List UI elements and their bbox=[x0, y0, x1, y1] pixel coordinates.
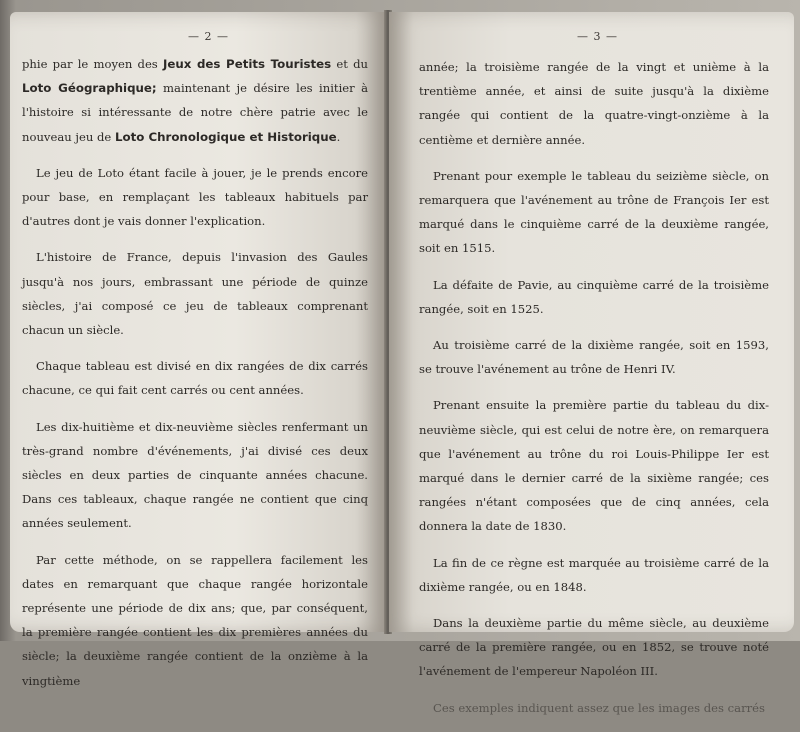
bold-title-loto-geographique: Loto Géographique; bbox=[22, 81, 157, 96]
paragraph: Les dix-huitième et dix-neuvième siècles renfermant un très-grand nombre d'événements, j'ai divisé ces deux siècles en deux parties de cinquante années chacune. Dans ces tableaux, chaque rangée ne contient que cinq années seulement. bbox=[22, 419, 368, 531]
text-run: maintenant je désire les initier à l'histoire si intéressante de notre chère patrie avec le nouveau jeu de bbox=[22, 81, 368, 144]
paragraph: Par cette méthode, on se rappellera facilement les dates en remarquant que chaque rangée horizontale représente une période de dix ans; que, par conséquent, la première rangée contient les dix premières années du siècle; la deuxième rangée contient de la onzième à la vingtième bbox=[22, 552, 368, 688]
paragraph: Dans la deuxième partie du même siècle, au deuxième carré de la première rangée, ou en 1852, se trouve noté l'avénement de l'empereur Napoléon III. bbox=[419, 616, 769, 679]
paragraph: Chaque tableau est divisé en dix rangées de dix carrés chacune, ce qui fait cent carrés ou cent années. bbox=[22, 359, 368, 398]
paragraph: Prenant pour exemple le tableau du seizième siècle, on remarquera que l'avénement au trône de François Ier est marqué dans le cinquième carré de la deuxième rangée, soit en 1515. bbox=[419, 168, 769, 256]
bold-title-loto-chronologique: Loto Chronologique et Historique bbox=[114, 129, 337, 144]
right-page bbox=[389, 12, 794, 715]
bold-title-petits-touristes: Jeux des Petits Touristes bbox=[162, 57, 332, 71]
paragraph: La défaite de Pavie, au cinquième carré de la troisième rangée, soit en 1525. bbox=[419, 277, 769, 316]
paragraph: année; la troisième rangée de la vingt et unième à la trentième année, et ainsi de suite jusqu'à la dixième rangée qui contient de la quatre-vingt-onzième à la centième et dernière année. bbox=[419, 60, 769, 147]
left-page bbox=[10, 12, 386, 688]
text-run: . bbox=[336, 129, 341, 144]
paragraph: Au troisième carré de la dixième rangée, soit en 1593, se trouve l'avénement au trône de Henri IV. bbox=[419, 338, 769, 377]
paragraph: Le jeu de Loto étant facile à jouer, je le prends encore pour base, en remplaçant les tableaux habituels par d'autres dont je vais donner l'explication. bbox=[22, 165, 368, 229]
page-number-left: — 2 — bbox=[188, 30, 229, 43]
paragraph: Ces exemples indiquent assez que les images des carrés bbox=[433, 700, 765, 715]
left-page-text bbox=[22, 52, 368, 705]
right-page-text bbox=[419, 55, 769, 732]
paragraph: La fin de ce règne est marquée au troisième carré de la dixième rangée, ou en 1848. bbox=[419, 555, 769, 594]
text-run: phie par le moyen des bbox=[22, 57, 163, 71]
page-number-right: — 3 — bbox=[577, 30, 618, 43]
text-run: et du bbox=[331, 57, 368, 71]
paragraph bbox=[22, 52, 368, 149]
paragraph: Prenant ensuite la première partie du tableau du dix-neuvième siècle, qui est celui de notre ère, on remarquera que l'avénement au trône du roi Louis-Philippe Ier est marqué dans le dernier carré de la sixième rangée; ces rangées n'étant composées que de cinq années, cela donnera la date de 1830. bbox=[419, 398, 769, 534]
paragraph: L'histoire de France, depuis l'invasion des Gaules jusqu'à nos jours, embrassant une période de quinze siècles, j'ai composé ce jeu de tableaux comprenant chacun un siècle. bbox=[22, 250, 368, 338]
